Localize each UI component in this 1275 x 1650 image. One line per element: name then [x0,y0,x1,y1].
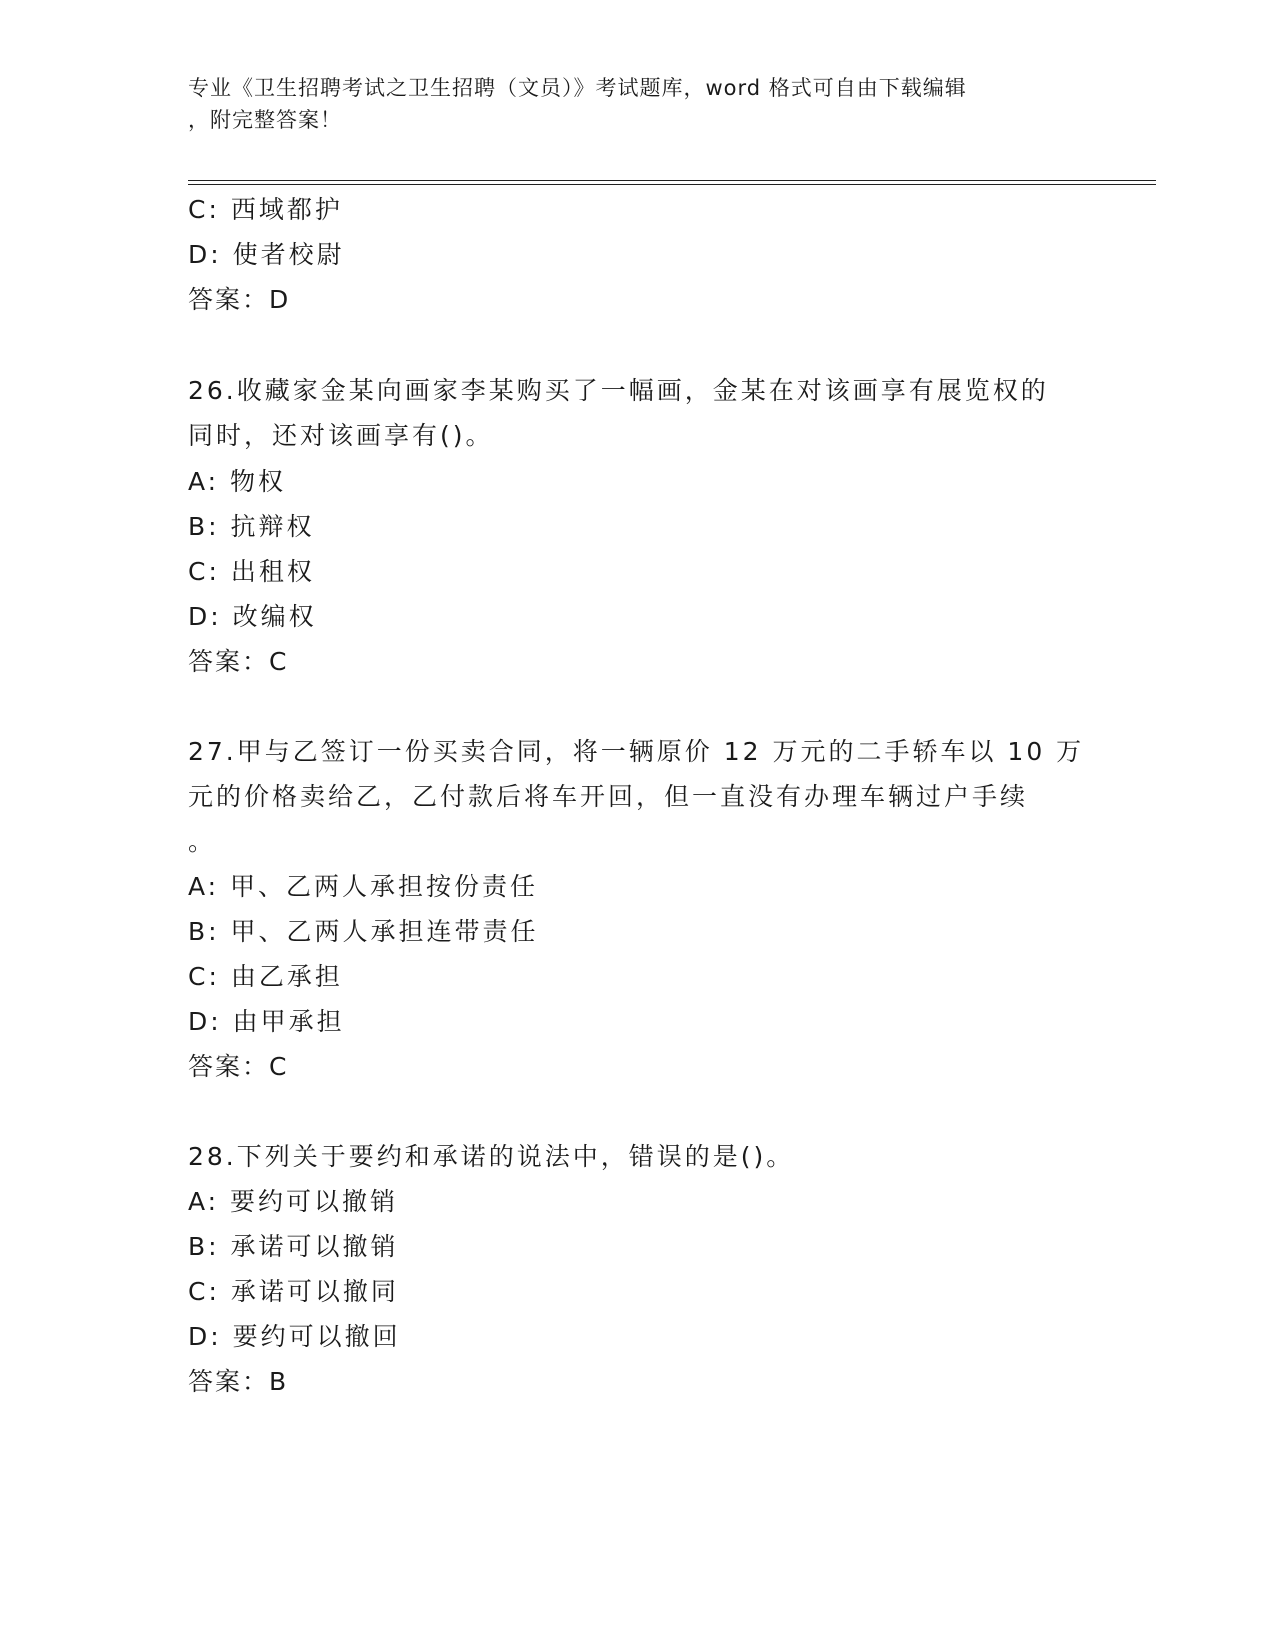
q28-answer: 答案：B [188,1367,289,1396]
q26-stem-line-2: 同时，还对该画享有()。 [188,421,494,450]
q26-option-c: C: 出租权 [188,557,315,586]
q28-stem-line-1: 28.下列关于要约和承诺的说法中，错误的是()。 [188,1142,795,1171]
q28-option-a: A: 要约可以撤销 [188,1187,399,1216]
q27-option-b: B: 甲、乙两人承担连带责任 [188,917,539,946]
q27-option-a: A: 甲、乙两人承担按份责任 [188,872,539,901]
q26-option-d: D: 改编权 [188,602,317,631]
header-line-1: 专业《卫生招聘考试之卫生招聘（文员）》考试题库，word 格式可自由下载编辑 [188,76,967,100]
q28-option-c: C: 承诺可以撤同 [188,1277,399,1306]
q26-option-b: B: 抗辩权 [188,512,315,541]
q25-answer: 答案：D [188,285,291,314]
document-header [188,72,1088,136]
q27-stem-line-3: 。 [188,827,217,856]
header-divider-bottom [188,184,1156,185]
q25-option-d: D: 使者校尉 [188,240,345,269]
q25-option-c: C: 西域都护 [188,195,343,224]
q27-option-d: D: 由甲承担 [188,1007,345,1036]
q28-option-b: B: 承诺可以撤销 [188,1232,399,1261]
q27-stem-line-1: 27.甲与乙签订一份买卖合同，将一辆原价 12 万元的二手轿车以 10 万 [188,737,1085,766]
q27-stem-line-2: 元的价格卖给乙，乙付款后将车开回，但一直没有办理车辆过户手续 [188,782,1029,811]
q26-option-a: A: 物权 [188,467,287,496]
q28-option-d: D: 要约可以撤回 [188,1322,401,1351]
q26-answer: 答案：C [188,647,289,676]
header-divider-top [188,180,1156,181]
q27-option-c: C: 由乙承担 [188,962,343,991]
q26-stem-line-1: 26.收藏家金某向画家李某购买了一幅画，金某在对该画享有展览权的 [188,376,1049,405]
header-line-2: ，附完整答案！ [188,108,342,132]
q27-answer: 答案：C [188,1052,289,1081]
